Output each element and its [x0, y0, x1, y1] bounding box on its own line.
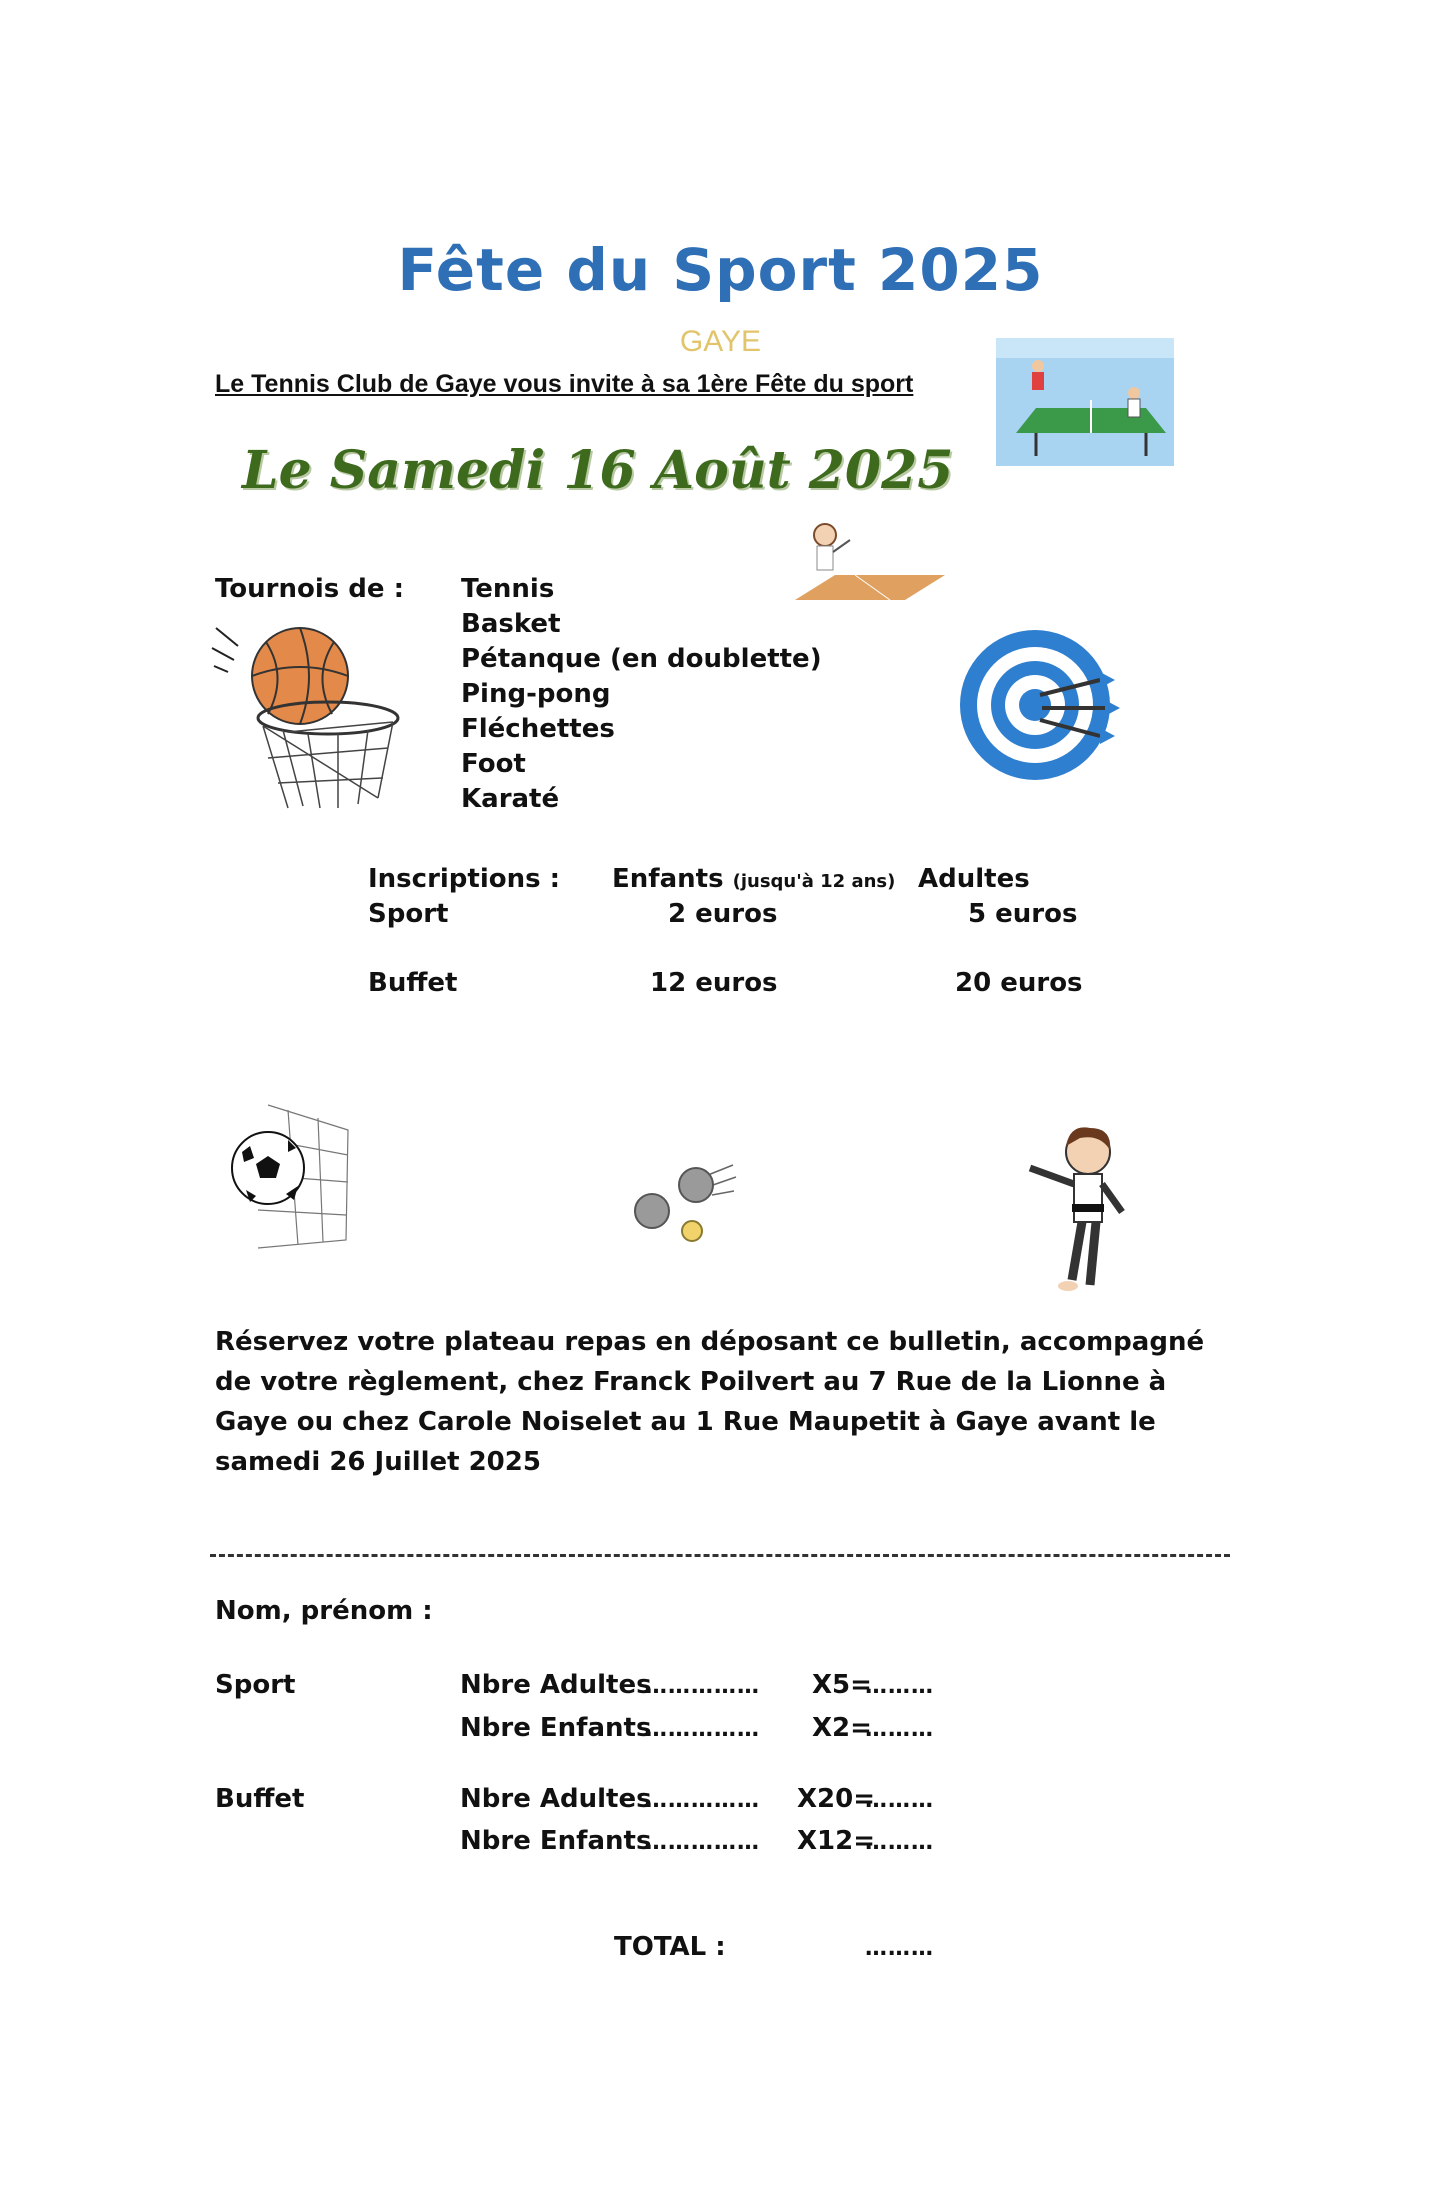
name-field-label: Nom, prénom : [215, 1596, 433, 1626]
total-result-field[interactable]: ……… [865, 1936, 934, 1961]
ping-pong-image [996, 338, 1174, 466]
tennis-player-image [795, 520, 945, 610]
tournaments-label: Tournois de : [215, 574, 404, 604]
buffet-children-count-field[interactable]: …………… [645, 1830, 760, 1855]
sport-children-multiplier: X2= [812, 1713, 872, 1743]
buffet-children-multiplier: X12= [797, 1826, 876, 1856]
page-title: Fête du Sport 2025 [397, 236, 1044, 304]
dartboard-icon [950, 620, 1120, 790]
sport-adults-result-field[interactable]: ……… [865, 1674, 934, 1699]
price-buffet-children: 12 euros [650, 968, 778, 998]
sport-adults-multiplier: X5= [812, 1670, 872, 1700]
adults-header: Adultes [918, 864, 1030, 894]
reservation-paragraph: Réservez votre plateau repas en déposant ce bulletin, accompagné de votre règlement, chez Franck Poilvert au 7 Rue de la Lionne à Gaye ou chez Carole Noiselet au 1 Rue Maupetit à Gaye avant le samedi 26 Juillet 2025 [215, 1327, 1205, 1477]
form-buffet-label: Buffet [215, 1784, 305, 1814]
tournament-item-basket: Basket [461, 609, 561, 639]
tournament-item-flechettes: Fléchettes [461, 714, 615, 744]
inscriptions-label: Inscriptions : [368, 864, 561, 894]
sport-children-result-field[interactable]: ……… [865, 1717, 934, 1742]
buffet-adults-result-field[interactable]: ……… [865, 1788, 934, 1813]
buffet-adults-label: Nbre Adultes [460, 1784, 652, 1814]
price-row-label-sport: Sport [368, 899, 449, 929]
karate-kid-image [1010, 1120, 1140, 1295]
children-header [612, 864, 895, 894]
sport-adults-count-field[interactable]: …………… [645, 1674, 760, 1699]
invitation-line: Le Tennis Club de Gaye vous invite à sa 1ère Fête du sport [215, 370, 914, 398]
form-sport-label: Sport [215, 1670, 296, 1700]
tournament-item-foot: Foot [461, 749, 526, 779]
buffet-children-label: Nbre Enfants [460, 1826, 652, 1856]
cut-line-divider [210, 1554, 1230, 1557]
children-age-note: (jusqu'à 12 ans) [732, 871, 896, 892]
sport-children-count-field[interactable]: …………… [645, 1717, 760, 1742]
event-date: Le Samedi 16 Août 2025 [242, 440, 954, 501]
buffet-children-result-field[interactable]: ……… [865, 1830, 934, 1855]
price-row-label-buffet: Buffet [368, 968, 458, 998]
tournament-item-petanque: Pétanque (en doublette) [461, 644, 822, 674]
soccer-ball-icon [228, 1100, 353, 1250]
basketball-icon [208, 618, 408, 818]
total-label: TOTAL : [614, 1932, 726, 1962]
tournament-item-tennis: Tennis [461, 574, 555, 604]
sport-adults-label: Nbre Adultes [460, 1670, 652, 1700]
children-header-label: Enfants [612, 864, 724, 894]
sport-children-label: Nbre Enfants [460, 1713, 652, 1743]
price-sport-children: 2 euros [668, 899, 778, 929]
buffet-adults-multiplier: X20= [797, 1784, 876, 1814]
price-sport-adults: 5 euros [968, 899, 1078, 929]
petanque-balls-icon [628, 1155, 738, 1255]
tournament-item-karate: Karaté [461, 784, 560, 814]
tournament-item-ping-pong: Ping-pong [461, 679, 611, 709]
price-buffet-adults: 20 euros [955, 968, 1083, 998]
location-subtitle: GAYE [679, 325, 762, 358]
buffet-adults-count-field[interactable]: …………… [645, 1788, 760, 1813]
